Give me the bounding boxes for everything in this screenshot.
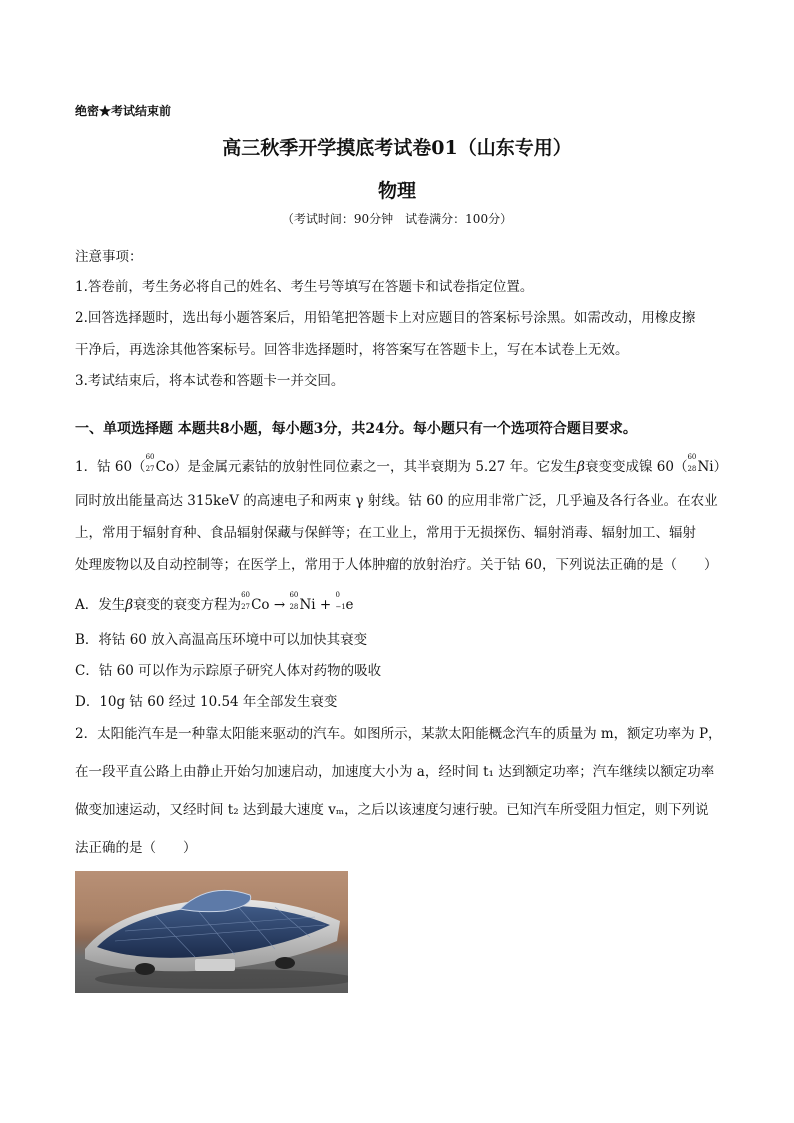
q1-option-a: A．发生β衰变的衰变方程为 60 27 Co → 60 28 Ni + 0 −1 e <box>75 591 354 613</box>
q1-option-b: B．将钴 60 放入高温高压环境中可以加快其衰变 <box>75 632 368 648</box>
solar-car-icon <box>75 871 348 993</box>
exam-title: 高三秋季开学摸底考试卷01（山东专用） <box>222 137 572 159</box>
note-item-3: 3.考试结束后，将本试卷和答题卡一并交回。 <box>75 373 345 389</box>
co-nuclide: 60 27 <box>145 453 155 473</box>
q1-option-c: C．钴 60 可以作为示踪原子研究人体对药物的吸收 <box>75 663 382 679</box>
q1-text-b: ）是金属元素钴的放射性同位素之一，其半衰期为 5.27 年。它发生 <box>174 459 578 475</box>
q1-text-c: 衰变变成镍 60（ <box>584 459 688 475</box>
exam-time-info: （考试时间：90分钟 试卷满分：100分） <box>281 212 513 226</box>
q1-line-4: 处理废物以及自动控制等；在医学上，常用于人体肿瘤的放射治疗。关于钴 60，下列说法正确的是（ ） <box>75 557 718 573</box>
section-heading: 一、单项选择题 本题共8小题，每小题3分，共24分。每小题只有一个选项符合题目要求。 <box>75 421 637 437</box>
q1-line-3: 上，常用于辐射育种、食品辐射保藏与保鲜等；在工业上，常用于无损探伤、辐射消毒、辐射加工、辐射 <box>75 525 696 541</box>
note-item-2: 2.回答选择题时，选出每小题答案后，用铅笔把答题卡上对应题目的答案标号涂黑。如需改动，用橡皮擦 <box>75 310 696 326</box>
note-item-1: 1.答卷前，考生务必将自己的姓名、考生号等填写在答题卡和试卷指定位置。 <box>75 279 534 295</box>
subject-title: 物理 <box>377 180 416 202</box>
q1-option-d: D．10g 钴 60 经过 10.54 年全部发生衰变 <box>75 694 338 710</box>
notes-label: 注意事项： <box>75 249 143 265</box>
solar-car-image <box>75 871 348 993</box>
confidential-label: 绝密★考试结束前 <box>75 104 172 118</box>
q2-line-3: 做变加速运动，又经时间 t₂ 达到最大速度 vₘ，之后以该速度匀速行驶。已知汽车所受阻力恒定，则下列说 <box>75 802 709 818</box>
note-item-2-cont: 干净后，再选涂其他答案标号。回答非选择题时，将答案写在答题卡上，写在本试卷上无效。 <box>75 342 629 358</box>
q2-line-2: 在一段平直公路上由静止开始匀加速启动，加速度大小为 a，经时间 t₁ 达到额定功率；汽车继续以额定功率 <box>75 764 715 780</box>
q1-text-a: 1．钴 60（ <box>75 459 146 475</box>
q1-line-2: 同时放出能量高达 315keV 的高速电子和两束 γ 射线。钴 60 的应用非常广泛，几乎遍及各行各业。在农业 <box>75 493 718 509</box>
q1-line-1: 1．钴 60（ 60 27 Co）是金属元素钴的放射性同位素之一，其半衰期为 5.27 年。它发生β衰变变成镍 60（ 60 28 Ni） <box>75 453 728 475</box>
q2-line-4: 法正确的是（ ） <box>75 840 197 856</box>
ni-nuclide: 60 28 <box>687 453 697 473</box>
q2-line-1: 2．太阳能汽车是一种靠太阳能来驱动的汽车。如图所示，某款太阳能概念汽车的质量为 m，额定功率为 P， <box>75 726 722 742</box>
